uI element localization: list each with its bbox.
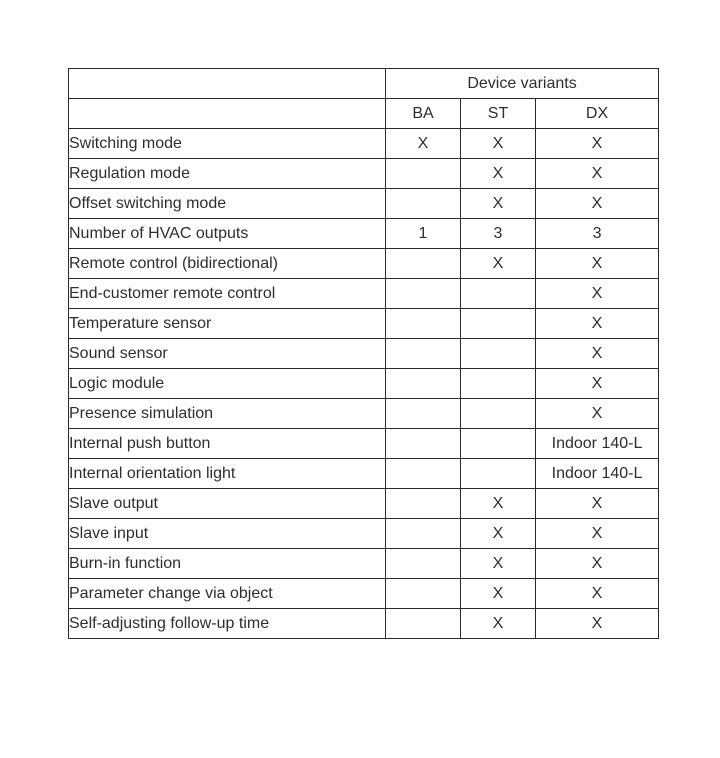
row-label: Switching mode bbox=[69, 129, 386, 159]
row-label: Sound sensor bbox=[69, 339, 386, 369]
cell-st: X bbox=[461, 549, 536, 579]
table-row bbox=[69, 579, 659, 609]
row-label: Presence simulation bbox=[69, 399, 386, 429]
cell-st bbox=[461, 369, 536, 399]
table-row bbox=[69, 429, 659, 459]
column-header-row bbox=[69, 99, 659, 129]
table-row bbox=[69, 399, 659, 429]
table-row bbox=[69, 129, 659, 159]
table-row bbox=[69, 459, 659, 489]
column-header-dx: DX bbox=[536, 99, 659, 129]
table-row bbox=[69, 279, 659, 309]
cell-st: 3 bbox=[461, 219, 536, 249]
cell-dx: X bbox=[536, 579, 659, 609]
table-row bbox=[69, 189, 659, 219]
cell-ba bbox=[386, 489, 461, 519]
cell-st: X bbox=[461, 189, 536, 219]
table-row bbox=[69, 339, 659, 369]
cell-dx: X bbox=[536, 159, 659, 189]
cell-st: X bbox=[461, 249, 536, 279]
table-body bbox=[69, 129, 659, 639]
cell-st bbox=[461, 459, 536, 489]
cell-st: X bbox=[461, 609, 536, 639]
cell-dx: X bbox=[536, 129, 659, 159]
table-row bbox=[69, 219, 659, 249]
cell-dx: X bbox=[536, 309, 659, 339]
row-label: Self-adjusting follow-up time bbox=[69, 609, 386, 639]
row-label: Remote control (bidirectional) bbox=[69, 249, 386, 279]
cell-dx: 3 bbox=[536, 219, 659, 249]
row-label: Temperature sensor bbox=[69, 309, 386, 339]
row-label: End-customer remote control bbox=[69, 279, 386, 309]
table-row bbox=[69, 519, 659, 549]
cell-ba bbox=[386, 459, 461, 489]
cell-ba bbox=[386, 609, 461, 639]
cell-dx: X bbox=[536, 279, 659, 309]
cell-ba bbox=[386, 399, 461, 429]
row-label: Internal orientation light bbox=[69, 459, 386, 489]
cell-dx: X bbox=[536, 399, 659, 429]
cell-dx: X bbox=[536, 249, 659, 279]
cell-dx: Indoor 140-L bbox=[536, 459, 659, 489]
cell-ba bbox=[386, 519, 461, 549]
row-label: Regulation mode bbox=[69, 159, 386, 189]
row-label: Slave output bbox=[69, 489, 386, 519]
table-row bbox=[69, 489, 659, 519]
group-header-row bbox=[69, 69, 659, 99]
row-label: Number of HVAC outputs bbox=[69, 219, 386, 249]
table-row bbox=[69, 249, 659, 279]
cell-ba bbox=[386, 579, 461, 609]
cell-st: X bbox=[461, 519, 536, 549]
cell-dx: Indoor 140-L bbox=[536, 429, 659, 459]
cell-ba bbox=[386, 429, 461, 459]
cell-st bbox=[461, 429, 536, 459]
cell-ba bbox=[386, 369, 461, 399]
cell-ba bbox=[386, 279, 461, 309]
cell-dx: X bbox=[536, 609, 659, 639]
cell-st bbox=[461, 339, 536, 369]
row-label: Burn-in function bbox=[69, 549, 386, 579]
table-row bbox=[69, 309, 659, 339]
row-label: Slave input bbox=[69, 519, 386, 549]
table-row bbox=[69, 549, 659, 579]
cell-ba: 1 bbox=[386, 219, 461, 249]
cell-st: X bbox=[461, 159, 536, 189]
top-left-spacer bbox=[69, 69, 386, 99]
group-header-device-variants: Device variants bbox=[386, 69, 659, 99]
cell-st bbox=[461, 399, 536, 429]
column-header-st: ST bbox=[461, 99, 536, 129]
cell-dx: X bbox=[536, 489, 659, 519]
cell-st: X bbox=[461, 129, 536, 159]
cell-dx: X bbox=[536, 549, 659, 579]
cell-ba bbox=[386, 549, 461, 579]
table-row bbox=[69, 159, 659, 189]
cell-ba bbox=[386, 309, 461, 339]
table-row bbox=[69, 369, 659, 399]
column-header-ba: BA bbox=[386, 99, 461, 129]
cell-st bbox=[461, 279, 536, 309]
cell-dx: X bbox=[536, 519, 659, 549]
top-left-spacer bbox=[69, 99, 386, 129]
cell-st bbox=[461, 309, 536, 339]
cell-dx: X bbox=[536, 189, 659, 219]
table-row bbox=[69, 609, 659, 639]
row-label: Parameter change via object bbox=[69, 579, 386, 609]
row-label: Internal push button bbox=[69, 429, 386, 459]
device-variants-table bbox=[68, 68, 659, 639]
cell-ba: X bbox=[386, 129, 461, 159]
cell-ba bbox=[386, 189, 461, 219]
cell-st: X bbox=[461, 489, 536, 519]
cell-dx: X bbox=[536, 339, 659, 369]
cell-ba bbox=[386, 249, 461, 279]
cell-ba bbox=[386, 339, 461, 369]
row-label: Logic module bbox=[69, 369, 386, 399]
row-label: Offset switching mode bbox=[69, 189, 386, 219]
cell-dx: X bbox=[536, 369, 659, 399]
cell-ba bbox=[386, 159, 461, 189]
cell-st: X bbox=[461, 579, 536, 609]
